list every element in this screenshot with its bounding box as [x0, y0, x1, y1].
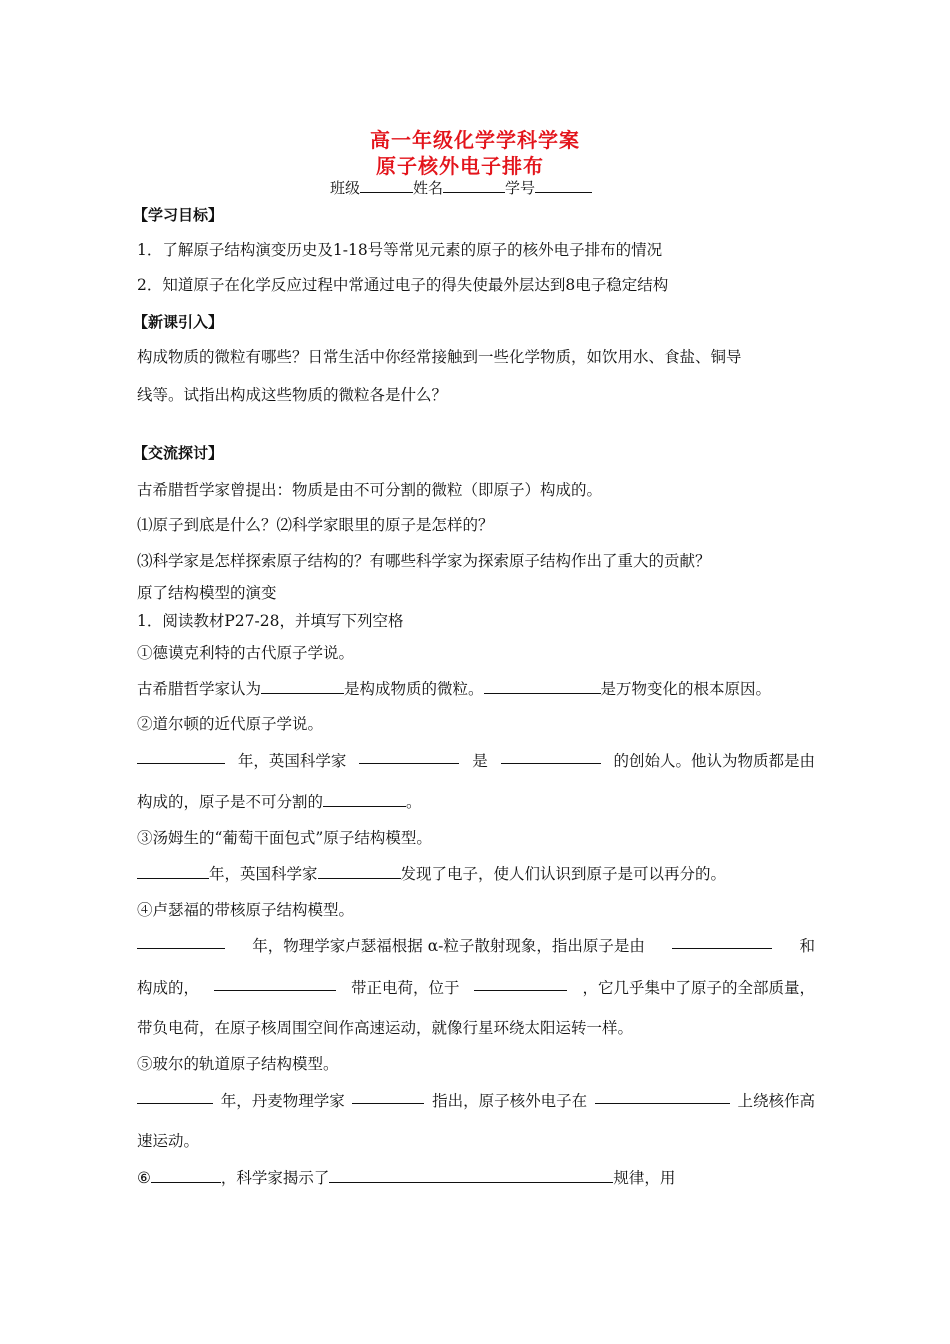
fill-blank[interactable] [501, 749, 601, 764]
fill-blank[interactable] [151, 1168, 221, 1183]
fill-blank[interactable] [137, 864, 209, 879]
fill-blank[interactable] [329, 1168, 613, 1183]
doc-title: 高一年级化学学科学案 [370, 128, 580, 152]
intro-text-1: 构成物质的微粒有哪些？日常生活中你经常接触到一些化学物质，如饮用水、食盐、铜导 [137, 348, 742, 366]
name-label: 姓名 [413, 179, 444, 197]
fill-blank[interactable] [595, 1089, 730, 1104]
model-5-text-1: 年，丹麦物理学家 指出，原子核外电子在 上绕核作高 [137, 1089, 815, 1111]
model-2-title: ②道尔顿的近代原子学说。 [137, 715, 324, 733]
model-4-text-2: 构成的， 带正电荷，位于 ，它几乎集中了原子的全部质量， [137, 976, 815, 998]
fill-blank[interactable] [214, 976, 336, 991]
model-4-text-3: 带负电荷，在原子核周围空间作高速运动，就像行星环绕太阳运转一样。 [137, 1019, 634, 1037]
class-label: 班级 [330, 179, 361, 197]
intro-text-2: 线等。试指出构成这些物质的微粒各是什么？ [137, 386, 448, 404]
intro-heading: 【新课引入】 [133, 313, 224, 331]
class-blank[interactable] [360, 178, 413, 193]
fill-blank[interactable] [261, 679, 344, 694]
fill-blank[interactable] [137, 749, 225, 764]
discuss-question-3: ⑶科学家是怎样探索原子结构的？有哪些科学家为探索原子结构作出了重大的贡献？ [137, 552, 711, 570]
fill-blank[interactable] [137, 934, 225, 949]
id-blank[interactable] [535, 178, 592, 193]
model-1-title: ①德谟克利特的古代原子学说。 [137, 644, 355, 662]
model-3-text: 年，英国科学家 发现了电子，使人们认识到原子是可以再分的。 [137, 862, 726, 884]
goals-heading: 【学习目标】 [133, 206, 224, 224]
discuss-text: 古希腊哲学家曾提出：物质是由不可分割的微粒（即原子）构成的。 [137, 481, 603, 499]
goal-1: 1．了解原子结构演变历史及1-18号等常见元素的原子的核外电子排布的情况 [137, 241, 663, 259]
fill-blank[interactable] [318, 864, 401, 879]
model-3-title: ③汤姆生的“葡萄干面包式”原子结构模型。 [137, 829, 432, 847]
reading-task: 1．阅读教材P27-28，并填写下列空格 [137, 612, 404, 630]
fill-blank[interactable] [323, 792, 406, 807]
model-4-text-1: 年，物理学家卢瑟福根据 α-粒子散射现象，指出原子是由 和 [137, 934, 815, 956]
fill-blank[interactable] [352, 1089, 424, 1104]
id-label: 学号 [505, 179, 536, 197]
model-4-title: ④卢瑟福的带核原子结构模型。 [137, 901, 355, 919]
fill-blank[interactable] [137, 1089, 213, 1104]
model-2-text-2: 构成的，原子是不可分割的 。 [137, 793, 422, 811]
name-blank[interactable] [443, 178, 505, 193]
discuss-heading: 【交流探讨】 [133, 444, 224, 462]
fill-blank[interactable] [359, 749, 459, 764]
model-6-text: ⑥ ，科学家揭示了 规律，用 [137, 1169, 676, 1187]
model-5-text-2: 速运动。 [137, 1132, 200, 1150]
discuss-question-1: ⑴原子到底是什么？⑵科学家眼里的原子是怎样的？ [137, 516, 494, 534]
fill-blank[interactable] [474, 976, 567, 991]
goal-2: 2．知道原子在化学反应过程中常通过电子的得失使最外层达到8电子稳定结构 [137, 276, 669, 294]
model-2-text-1: 年，英国科学家 是 的创始人。他认为物质都是由 [137, 749, 815, 771]
model-5-title: ⑤玻尔的轨道原子结构模型。 [137, 1055, 339, 1073]
fill-blank[interactable] [672, 934, 772, 949]
doc-subtitle: 原子核外电子排布 [376, 154, 544, 178]
fill-blank[interactable] [484, 679, 601, 694]
model-1-text: 古希腊哲学家认为 是构成物质的微粒。 是万物变化的根本原因。 [137, 680, 772, 698]
student-info [330, 177, 592, 198]
discuss-subheading: 原了结构模型的演变 [137, 584, 277, 602]
